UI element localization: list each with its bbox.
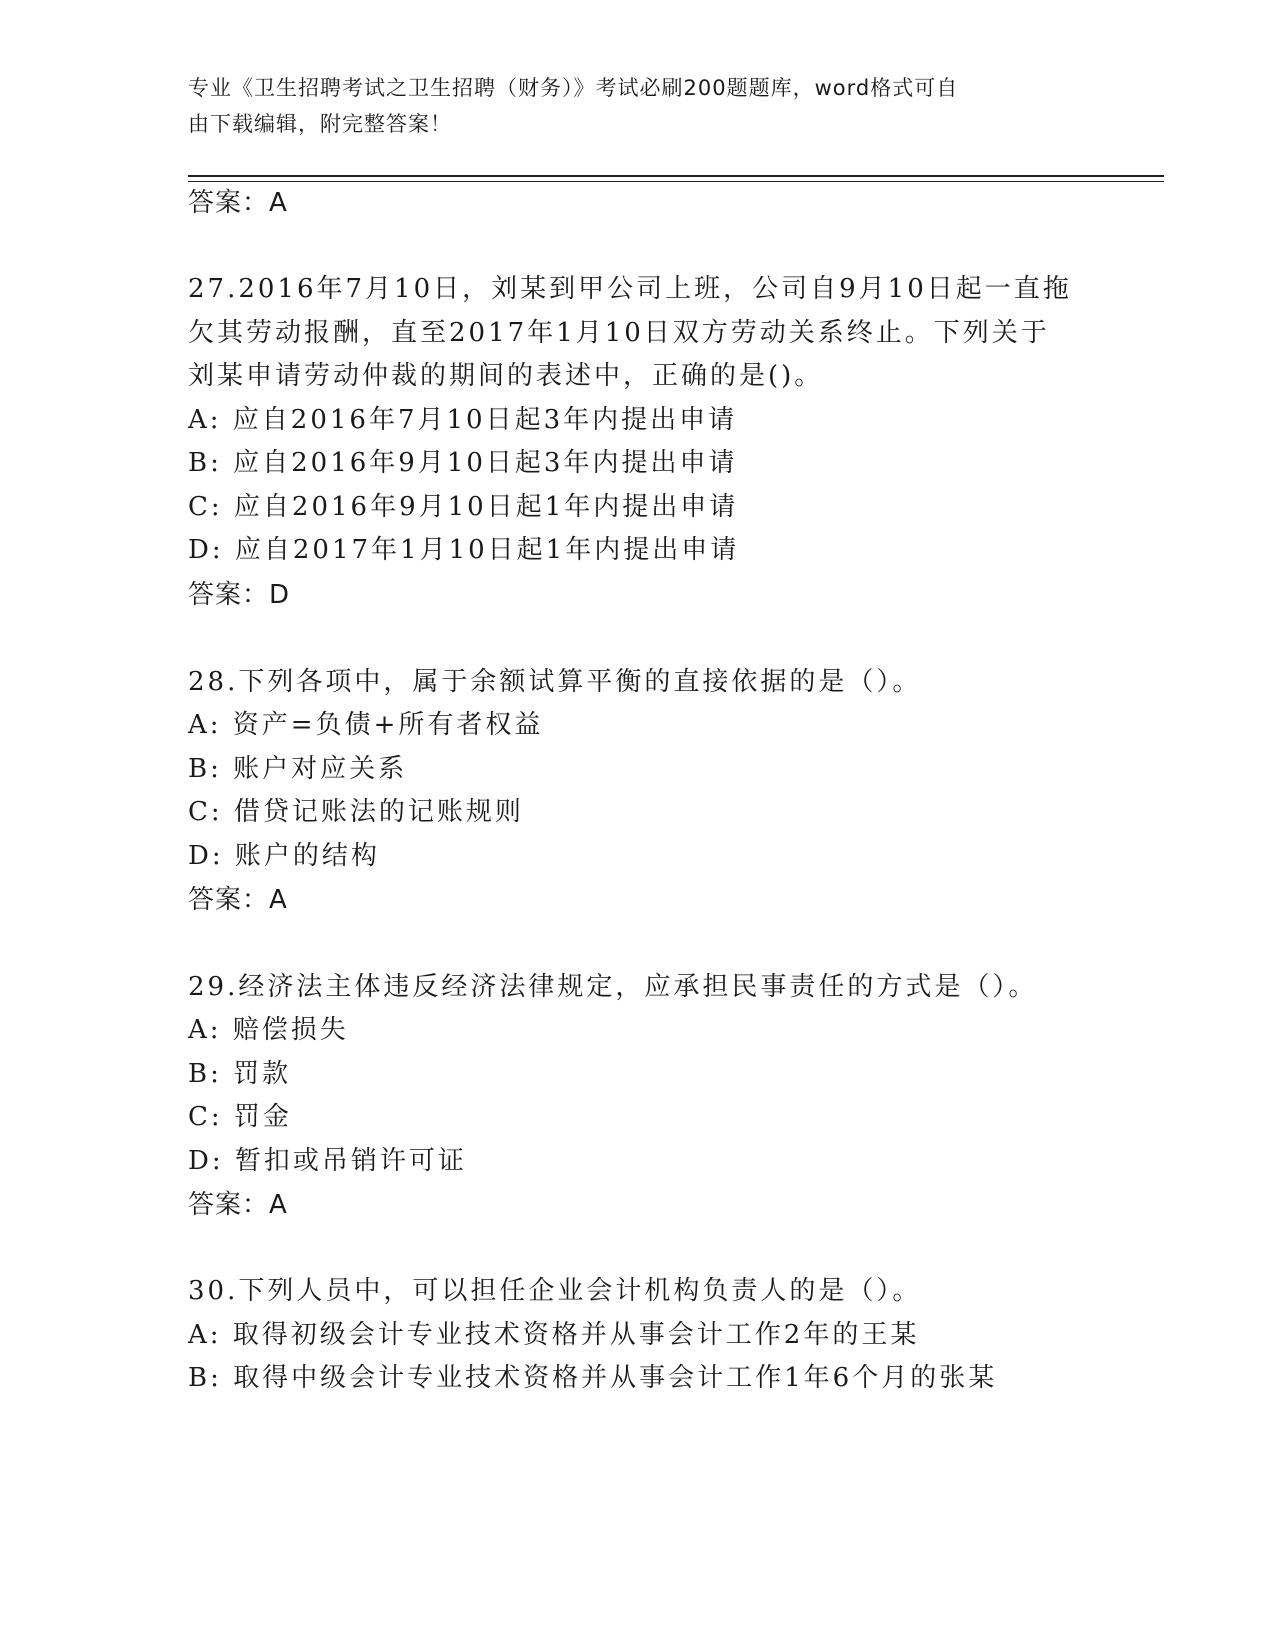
q28-answer: 答案：A [188,885,288,915]
q30-option-a: A: 取得初级会计专业技术资格并从事会计工作2年的王某 [188,1320,920,1350]
q30-stem: 30.下列人员中，可以担任企业会计机构负责人的是（）。 [188,1276,922,1306]
q27-stem-line-3: 刘某申请劳动仲裁的期间的表述中，正确的是()。 [188,361,824,391]
q27-option-a: A: 应自2016年7月10日起3年内提出申请 [188,405,738,435]
q27-option-c: C: 应自2016年9月10日起1年内提出申请 [188,492,739,522]
page-header [188,70,1068,142]
q29-option-c: C: 罚金 [188,1102,292,1132]
q27-stem-line-1: 27.2016年7月10日，刘某到甲公司上班，公司自9月10日起一直拖 [188,274,1072,304]
q28-option-a: A: 资产=负债+所有者权益 [188,710,544,740]
q28-option-c: C: 借贷记账法的记账规则 [188,797,524,827]
header-line-1: 专业《卫生招聘考试之卫生招聘（财务）》考试必刷200题题库，word格式可自 [188,76,959,100]
q29-answer: 答案：A [188,1190,288,1220]
q28-option-b: B: 账户对应关系 [188,754,408,784]
q29-option-d: D: 暂扣或吊销许可证 [188,1146,467,1176]
q27-option-d: D: 应自2017年1月10日起1年内提出申请 [188,535,740,565]
q29-option-a: A: 赔偿损失 [188,1015,349,1045]
answer-prev: 答案：A [188,188,288,218]
q27-answer: 答案：D [188,580,291,610]
q28-stem: 28.下列各项中，属于余额试算平衡的直接依据的是（）。 [188,667,922,697]
q27-option-b: B: 应自2016年9月10日起3年内提出申请 [188,448,738,478]
header-rule-thin [188,181,1164,182]
q29-stem: 29.经济法主体违反经济法律规定，应承担民事责任的方式是（）。 [188,972,1038,1002]
q28-option-d: D: 账户的结构 [188,841,380,871]
q29-option-b: B: 罚款 [188,1059,292,1089]
q27-stem-line-2: 欠其劳动报酬，直至2017年1月10日双方劳动关系终止。下列关于 [188,318,1050,348]
header-rule-thick [188,175,1164,177]
q30-option-b: B: 取得中级会计专业技术资格并从事会计工作1年6个月的张某 [188,1363,998,1393]
header-line-2: 由下载编辑，附完整答案！ [188,112,452,136]
